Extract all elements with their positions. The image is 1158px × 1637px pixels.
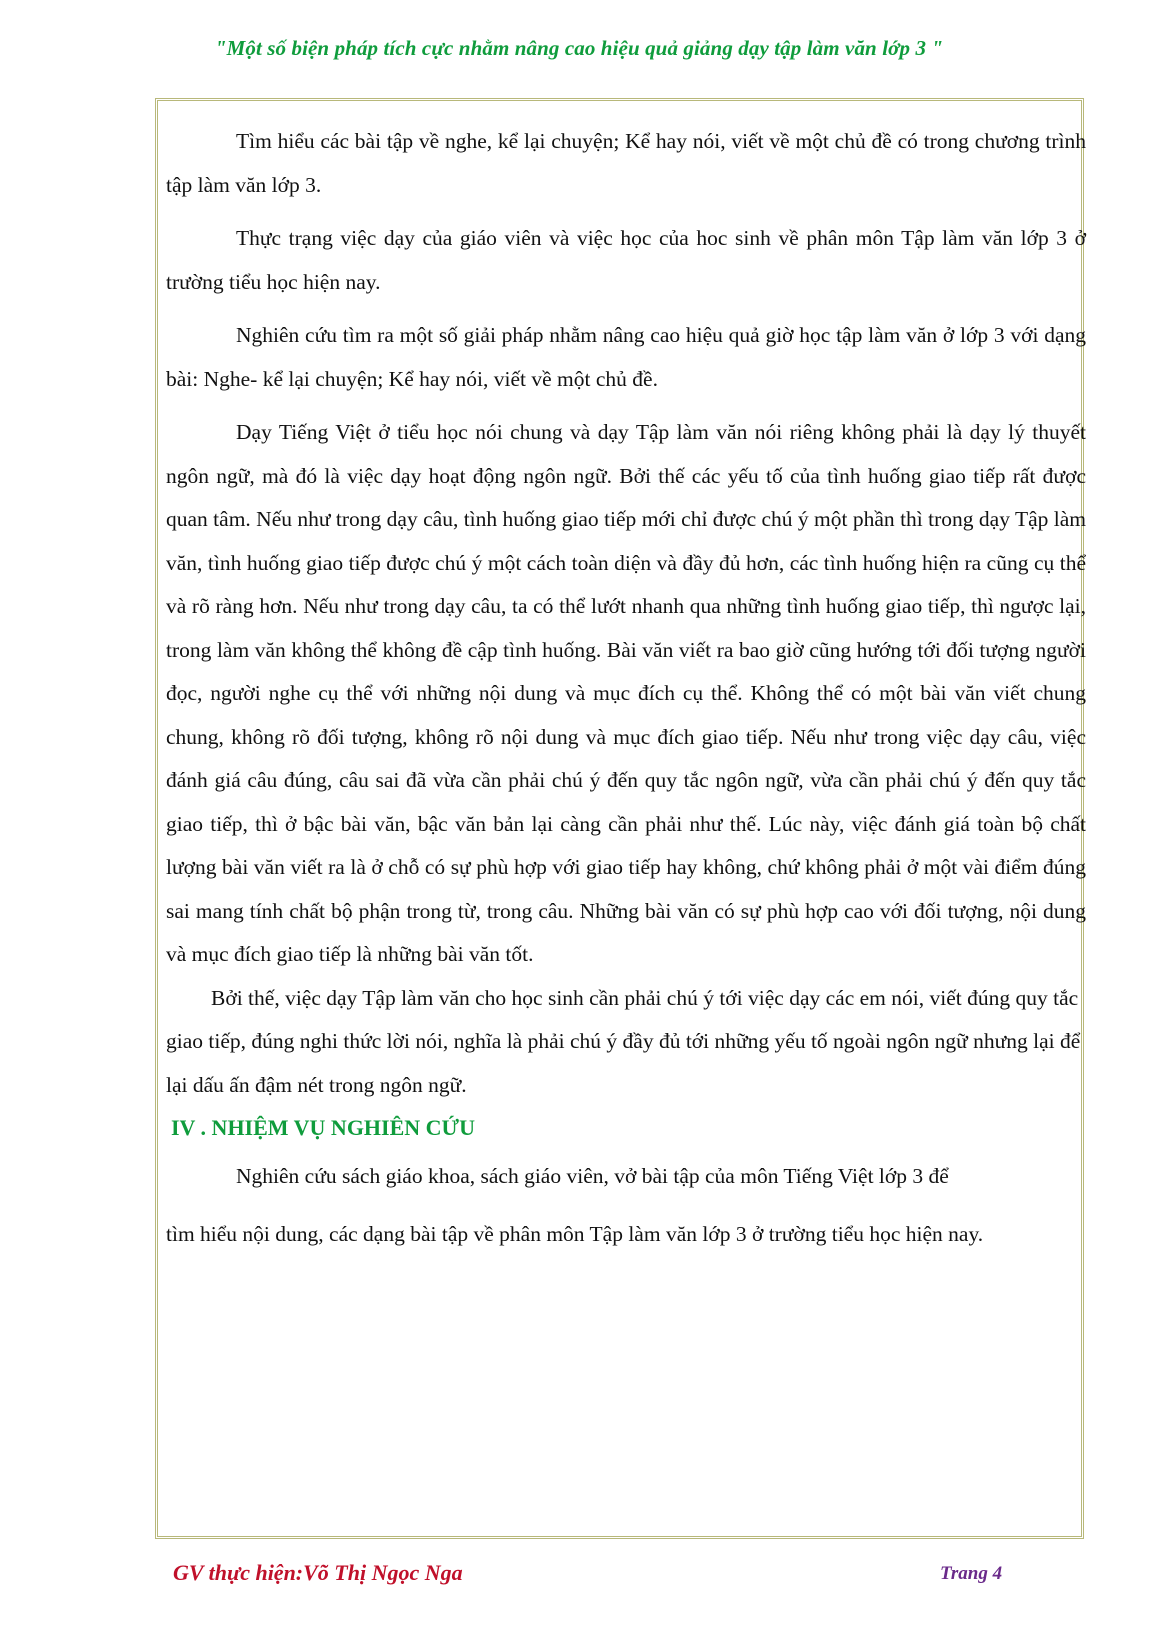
footer-author: GV thực hiện:Võ Thị Ngọc Nga — [173, 1560, 463, 1585]
section-heading: IV . NHIỆM VỤ NGHIÊN CỨU — [171, 1115, 475, 1140]
page-header-title: "Một số biện pháp tích cực nhằm nâng cao hiệu quả giảng dạy tập làm văn lớp 3 " — [214, 36, 944, 60]
section-paragraph-2: tìm hiểu nội dung, các dạng bài tập về phân môn Tập làm văn lớp 3 ở trường tiểu học hiện nay. — [166, 1221, 984, 1246]
body-paragraph-2: Thực trạng việc dạy của giáo viên và việc học của hoc sinh về phân môn Tập làm văn lớp 3 ở trường tiểu học hiện nay. — [166, 226, 1086, 294]
body-paragraph-1: Tìm hiểu các bài tập về nghe, kể lại chuyện; Kể hay nói, viết về một chủ đề có trong chương trình tập làm văn lớp 3. — [166, 129, 1086, 197]
document-body — [166, 120, 1086, 1256]
body-paragraph-4: Dạy Tiếng Việt ở tiểu học nói chung và dạy Tập làm văn nói riêng không phải là dạy lý thuyết ngôn ngữ, mà đó là việc dạy hoạt động ngôn ngữ. Bởi thế các yếu tố của tình huống giao tiếp rất được quan tâm. Nếu như trong dạy câu, tình huống giao tiếp mới chỉ được chú ý một phần thì trong dạy Tập làm văn, tình huống giao tiếp được chú ý một cách toàn diện và đầy đủ hơn, các tình huống hiện ra cũng cụ thể và rõ ràng hơn. Nếu như trong dạy câu, ta có thể lướt nhanh qua những tình huống giao tiếp, thì ngược lại, trong làm văn không thể không đề cập tình huống. Bài văn viết ra bao giờ cũng hướng tới đối tượng người đọc, người nghe cụ thể với những nội dung và mục đích cụ thể. Không thể có một bài văn viết chung chung, không rõ đối tượng, không rõ nội dung và mục đích giao tiếp. Nếu như trong việc dạy câu, việc đánh giá câu đúng, câu sai đã vừa cần phải chú ý đến quy tắc ngôn ngữ, vừa cần phải chú ý đến quy tắc giao tiếp, thì ở bậc bài văn, bậc văn bản lại càng cần phải như thế. Lúc này, việc đánh giá toàn bộ chất lượng bài văn viết ra là ở chỗ có sự phù hợp với giao tiếp hay không, chứ không phải ở một vài điểm đúng sai mang tính chất bộ phận trong từ, trong câu. Những bài văn có sự phù hợp cao với đối tượng, nội dung và mục đích giao tiếp là những bài văn tốt. — [166, 420, 1086, 966]
body-paragraph-3: Nghiên cứu tìm ra một số giải pháp nhằm nâng cao hiệu quả giờ học tập làm văn ở lớp 3 với dạng bài: Nghe- kể lại chuyện; Kể hay nói, viết về một chủ đề. — [166, 323, 1086, 391]
footer-page-number: Trang 4 — [940, 1563, 1003, 1584]
section-paragraph-1: Nghiên cứu sách giáo khoa, sách giáo viên, vở bài tập của môn Tiếng Việt lớp 3 để — [236, 1164, 949, 1188]
body-paragraph-5: Bởi thế, việc dạy Tập làm văn cho học sinh cần phải chú ý tới việc dạy các em nói, viết đúng quy tắc giao tiếp, đúng nghi thức lời nói, nghĩa là phải chú ý đầy đủ tới những yếu tố ngoài ngôn ngữ nhưng lại để lại dấu ấn đậm nét trong ngôn ngữ. — [166, 985, 1081, 1097]
